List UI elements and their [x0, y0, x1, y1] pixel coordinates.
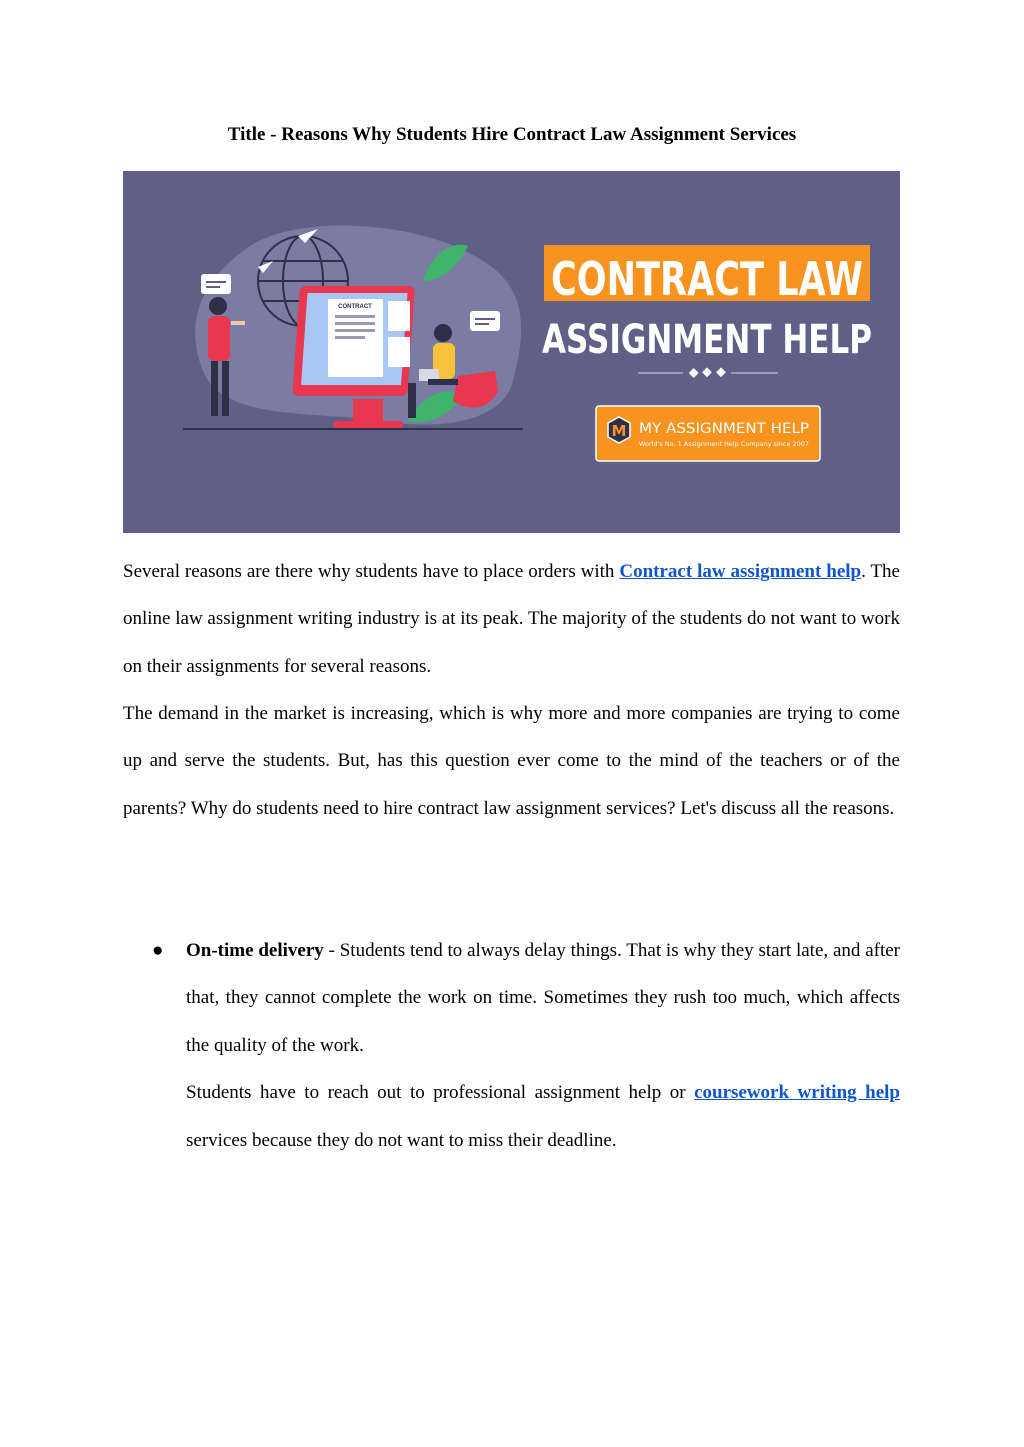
- brand-name: MY ASSIGNMENT HELP: [639, 421, 809, 437]
- list-item-heading: On-time delivery: [186, 940, 324, 961]
- list-item: [186, 927, 900, 1164]
- intro-paragraph: [123, 548, 900, 690]
- contract-label: CONTRACT: [338, 304, 372, 310]
- banner-image: [123, 171, 900, 533]
- headline-line-1: CONTRACT LAW: [551, 252, 863, 306]
- followup-text-end: services because they do not want to miss their deadline.: [186, 1129, 617, 1151]
- followup-text-start: Students have to reach out to professional assignment help or: [186, 1082, 695, 1104]
- intro-text-start: Several reasons are there why students have to place orders with: [123, 561, 620, 582]
- contract-law-assignment-help-link[interactable]: Contract law assignment help: [619, 561, 862, 582]
- coursework-writing-help-link[interactable]: coursework writing help: [694, 1082, 900, 1104]
- on-time-delivery-followup: [186, 1069, 900, 1164]
- headline-line-2: ASSIGNMENT HELP: [542, 317, 872, 363]
- logo-letter: M: [611, 422, 627, 440]
- document-title: Title - Reasons Why Students Hire Contract Law Assignment Services: [227, 124, 797, 145]
- bullet-marker: ●: [152, 940, 164, 961]
- chat-bubble-icon: [201, 274, 231, 294]
- demand-paragraph: The demand in the market is increasing, which is why more and more companies are trying to come up and serve the students. But, has this question ever come to the mind of the teachers or of the parents? Why do students need to hire contract law assignment services? Let's discuss all the reasons.: [123, 703, 900, 819]
- brand-badge: [596, 406, 820, 461]
- brand-tagline: World's No. 1 Assignment Help Company since 2007: [639, 441, 810, 448]
- on-time-delivery-paragraph: [186, 927, 900, 1069]
- list-item-text: - Students tend to always delay things. That is why they start late, and after that, they cannot complete the work on time. Sometimes they rush too much, which affects the quality of the work.: [186, 940, 900, 1056]
- chat-bubble-icon: [470, 311, 500, 331]
- intro-text-end: . The online law assignment writing industry is at its peak. The majority of the students do not want to work on their assignments for several reasons.: [123, 561, 900, 677]
